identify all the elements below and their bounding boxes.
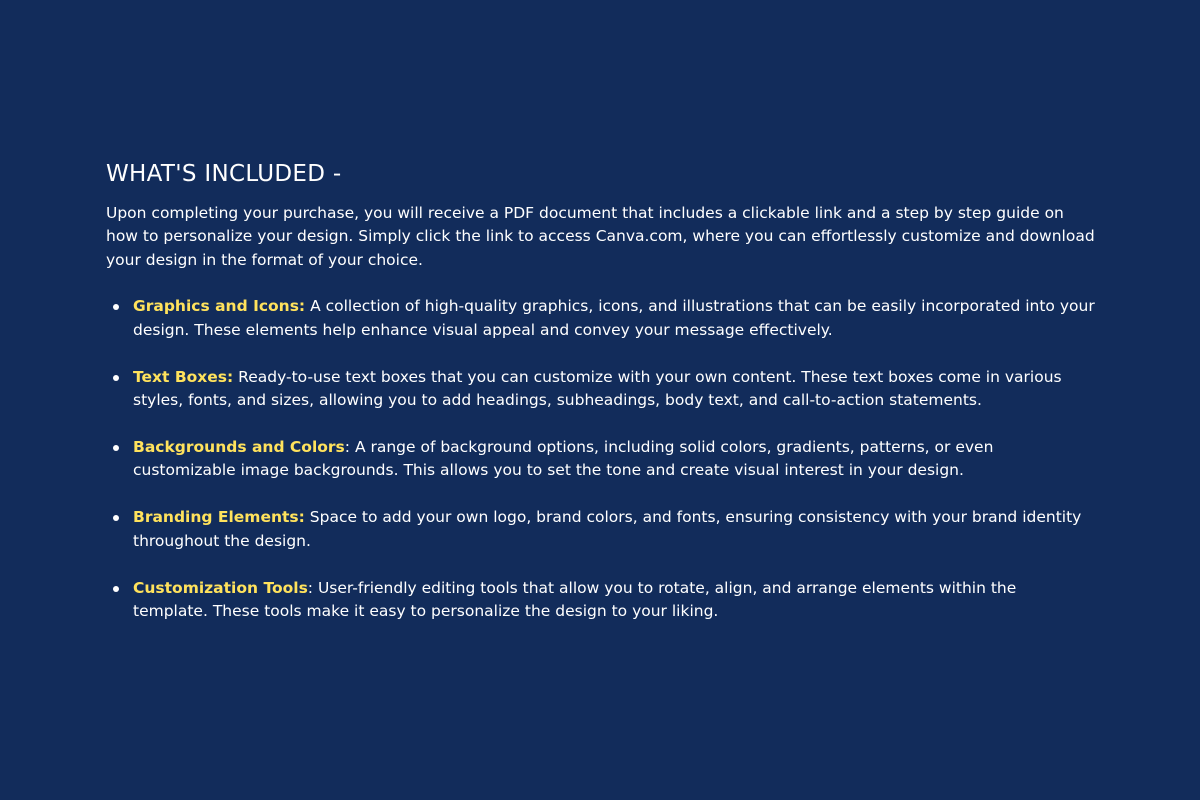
- content-section: [106, 158, 1096, 647]
- feature-item-backgrounds-and-colors: [133, 436, 1096, 483]
- section-heading: WHAT'S INCLUDED -: [106, 161, 342, 187]
- feature-label: Backgrounds and Colors: [133, 438, 345, 457]
- feature-description: A collection of high-quality graphics, icons, and illustrations that can be easily incorporated into your design. These elements help enhance visual appeal and convey your message effectively.: [133, 297, 1095, 339]
- feature-description: : A range of background options, including solid colors, gradients, patterns, or even customizable image backgrounds. This allows you to set the tone and create visual interest in your design.: [133, 438, 994, 480]
- intro-paragraph: Upon completing your purchase, you will receive a PDF document that includes a clickable link and a step by step guide on how to personalize your design. Simply click the link to access Canva.com, where you can effortlessly customize and download your design in the format of your choice.: [106, 204, 1095, 269]
- feature-item-branding-elements: [133, 506, 1096, 553]
- feature-item-text-boxes: [133, 366, 1096, 413]
- feature-description: Ready-to-use text boxes that you can customize with your own content. These text boxes come in various styles, fonts, and sizes, allowing you to add headings, subheadings, body text, and call-to-action statements.: [133, 367, 1062, 410]
- feature-label: Customization Tools: [133, 578, 308, 597]
- feature-item-customization-tools: [133, 577, 1096, 624]
- feature-description: : User-friendly editing tools that allow you to rotate, align, and arrange elements within the template. These tools make it easy to personalize the design to your liking.: [133, 578, 1017, 621]
- feature-label: Graphics and Icons:: [133, 297, 306, 316]
- feature-label: Text Boxes:: [133, 367, 234, 386]
- feature-label: Branding Elements:: [133, 508, 305, 527]
- features-list: [106, 295, 1096, 623]
- feature-item-graphics-and-icons: [133, 295, 1096, 342]
- feature-description: Space to add your own logo, brand colors, and fonts, ensuring consistency with your brand identity throughout the design.: [133, 508, 1082, 550]
